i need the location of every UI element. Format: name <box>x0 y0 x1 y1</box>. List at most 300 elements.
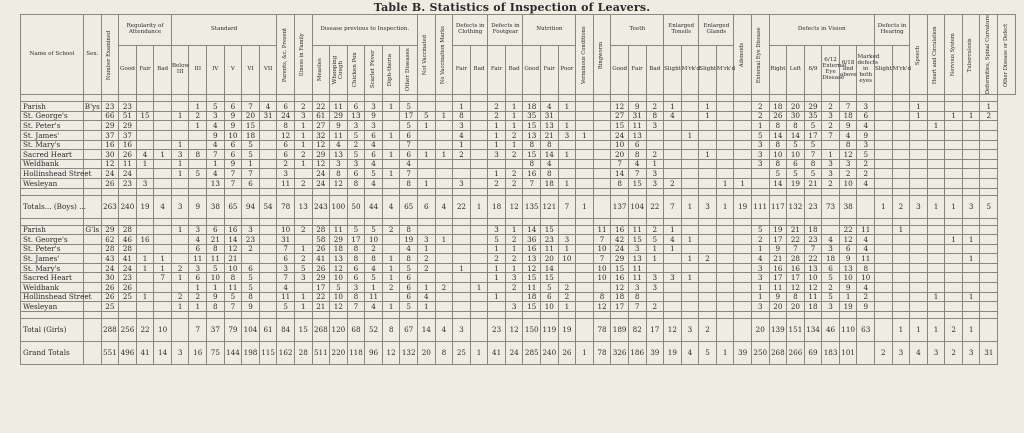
value-cell <box>312 188 330 195</box>
value-cell: 8 <box>541 169 559 179</box>
value-cell <box>681 111 699 121</box>
value-cell <box>259 159 277 169</box>
value-cell: 4 <box>751 254 769 264</box>
value-cell: 119 <box>541 318 559 341</box>
col-adenoids: Adenoids <box>734 15 752 95</box>
value-cell <box>576 283 594 293</box>
value-cell <box>962 121 980 131</box>
value-cell: 46 <box>822 318 840 341</box>
value-cell: 37 <box>119 130 137 140</box>
value-cell <box>734 254 752 264</box>
sex-cell <box>84 121 102 131</box>
value-cell: 1 <box>751 283 769 293</box>
value-cell <box>576 311 594 318</box>
value-cell: 73 <box>822 195 840 218</box>
value-cell: 9 <box>769 244 787 254</box>
value-cell <box>136 311 154 318</box>
value-cell <box>664 218 682 225</box>
value-cell: 6 <box>347 102 365 112</box>
value-cell: 23 <box>119 273 137 283</box>
value-cell: 11 <box>769 283 787 293</box>
col-heart: Heart and Circulation <box>927 15 945 95</box>
table-header <box>21 15 1016 95</box>
value-cell: 288 <box>101 318 119 341</box>
value-cell: 10 <box>330 273 348 283</box>
value-cell: 8 <box>523 159 541 169</box>
value-cell: 5 <box>769 169 787 179</box>
value-cell <box>470 292 488 302</box>
value-cell: 10 <box>154 318 172 341</box>
value-cell: 101 <box>839 341 857 364</box>
value-cell: 3 <box>857 140 875 150</box>
value-cell: 14 <box>541 263 559 273</box>
school-name <box>21 95 84 102</box>
value-cell <box>154 244 172 254</box>
value-cell <box>171 102 189 112</box>
value-cell: 1 <box>646 244 664 254</box>
value-cell <box>734 130 752 140</box>
value-cell: 6 <box>787 159 805 169</box>
value-cell <box>189 159 207 169</box>
value-cell <box>910 311 928 318</box>
sub-disease: Other Diseases <box>400 45 418 94</box>
value-cell: 26 <box>101 283 119 293</box>
value-cell: 29 <box>312 150 330 160</box>
value-cell: 7 <box>189 318 207 341</box>
value-cell: 66 <box>101 111 119 121</box>
value-cell: 189 <box>611 318 629 341</box>
header-row-top <box>21 15 1016 46</box>
value-cell: 18 <box>804 302 822 312</box>
value-cell: 1 <box>822 150 840 160</box>
value-cell <box>962 263 980 273</box>
value-cell <box>716 311 734 318</box>
school-name: St. James' <box>21 130 84 140</box>
value-cell: 14 <box>769 130 787 140</box>
value-cell <box>716 188 734 195</box>
value-cell <box>154 130 172 140</box>
value-cell <box>136 188 154 195</box>
value-cell: 5 <box>400 102 418 112</box>
value-cell <box>242 311 260 318</box>
value-cell: 11 <box>330 130 348 140</box>
value-cell <box>382 244 400 254</box>
value-cell <box>804 218 822 225</box>
value-cell: 15 <box>611 263 629 273</box>
value-cell <box>962 244 980 254</box>
col-no-vaccination-marks: No Vaccination Marks <box>435 15 453 95</box>
value-cell: 20 <box>417 341 435 364</box>
value-cell: 198 <box>242 341 260 364</box>
value-cell: 19 <box>664 341 682 364</box>
value-cell <box>962 283 980 293</box>
value-cell: 3 <box>558 130 576 140</box>
value-cell <box>417 159 435 169</box>
value-cell <box>259 121 277 131</box>
value-cell: 134 <box>804 318 822 341</box>
value-cell: 6 <box>224 140 242 150</box>
value-cell: 1 <box>453 263 471 273</box>
col-tuberculosis: Tuberculosis <box>962 15 980 95</box>
value-cell: 29 <box>611 254 629 264</box>
value-cell <box>488 218 506 225</box>
value-cell: 12 <box>101 159 119 169</box>
value-cell <box>892 302 910 312</box>
value-cell <box>699 169 717 179</box>
value-cell: 5 <box>857 150 875 160</box>
value-cell: 5 <box>751 130 769 140</box>
value-cell: 31 <box>980 341 998 364</box>
value-cell <box>593 159 611 169</box>
value-cell: 7 <box>664 195 682 218</box>
value-cell <box>716 218 734 225</box>
value-cell: 35 <box>523 111 541 121</box>
value-cell: 7 <box>400 169 418 179</box>
value-cell: 1 <box>417 244 435 254</box>
value-cell: 29 <box>330 235 348 245</box>
value-cell: 22 <box>312 102 330 112</box>
value-cell: 104 <box>628 195 646 218</box>
value-cell: 2 <box>488 111 506 121</box>
value-cell <box>699 95 717 102</box>
value-cell: 12 <box>839 150 857 160</box>
value-cell: 7 <box>207 150 225 160</box>
table-row <box>21 225 1016 235</box>
value-cell: 9 <box>769 292 787 302</box>
value-cell <box>716 318 734 341</box>
value-cell: 17 <box>646 318 664 341</box>
value-cell <box>927 150 945 160</box>
value-cell <box>646 95 664 102</box>
value-cell <box>910 159 928 169</box>
value-cell <box>980 140 998 150</box>
value-cell <box>259 140 277 150</box>
value-cell: 19 <box>839 302 857 312</box>
value-cell: 1 <box>207 159 225 169</box>
table-row <box>21 244 1016 254</box>
value-cell: 1 <box>488 273 506 283</box>
value-cell <box>435 130 453 140</box>
value-cell: 3 <box>488 150 506 160</box>
value-cell: 4 <box>839 130 857 140</box>
value-cell: 5 <box>787 169 805 179</box>
value-cell: 496 <box>119 341 137 364</box>
value-cell: 31 <box>259 111 277 121</box>
value-cell: 1 <box>664 225 682 235</box>
value-cell <box>576 235 594 245</box>
value-cell <box>611 311 629 318</box>
value-cell: 28 <box>787 254 805 264</box>
value-cell: 9 <box>224 121 242 131</box>
value-cell: 23 <box>488 318 506 341</box>
spacer-row <box>21 188 1016 195</box>
value-cell <box>576 140 594 150</box>
value-cell: 7 <box>224 302 242 312</box>
value-cell: 3 <box>294 111 312 121</box>
value-cell <box>171 130 189 140</box>
value-cell <box>119 218 137 225</box>
value-cell: 54 <box>259 195 277 218</box>
value-cell: 6 <box>822 263 840 273</box>
value-cell: 44 <box>365 195 383 218</box>
value-cell: 16 <box>189 341 207 364</box>
sub-teeth: Bad <box>646 45 664 94</box>
value-cell: 4 <box>664 235 682 245</box>
value-cell <box>593 218 611 225</box>
value-cell: 24 <box>277 111 295 121</box>
value-cell: 250 <box>751 341 769 364</box>
value-cell: 17 <box>611 302 629 312</box>
value-cell: 3 <box>453 121 471 131</box>
value-cell: 12 <box>330 302 348 312</box>
value-cell: 18 <box>541 178 559 188</box>
sub-tonsils: M'rk'd <box>681 45 699 94</box>
value-cell <box>136 95 154 102</box>
value-cell <box>716 159 734 169</box>
value-cell <box>734 302 752 312</box>
col-teeth: Teeth <box>611 15 664 46</box>
value-cell: 1 <box>417 302 435 312</box>
col-illness-in-family: Illness in Family <box>294 15 312 95</box>
value-cell <box>716 111 734 121</box>
value-cell: 5 <box>365 169 383 179</box>
value-cell: 22 <box>804 254 822 264</box>
table-row <box>21 273 1016 283</box>
value-cell: 1 <box>558 178 576 188</box>
value-cell: 1 <box>980 102 998 112</box>
value-cell <box>716 263 734 273</box>
value-cell: 3 <box>664 273 682 283</box>
value-cell <box>892 169 910 179</box>
value-cell <box>382 159 400 169</box>
table-row <box>21 283 1016 293</box>
value-cell: 15 <box>628 178 646 188</box>
value-cell <box>681 244 699 254</box>
value-cell: 10 <box>839 273 857 283</box>
value-cell: 4 <box>365 263 383 273</box>
value-cell <box>558 218 576 225</box>
value-cell <box>488 159 506 169</box>
value-cell: 8 <box>400 254 418 264</box>
value-cell: 2 <box>294 102 312 112</box>
value-cell: 2 <box>488 254 506 264</box>
value-cell: 2 <box>294 178 312 188</box>
value-cell: 2 <box>242 244 260 254</box>
value-cell: 5 <box>980 195 998 218</box>
value-cell: 2 <box>945 318 963 341</box>
value-cell: 25 <box>101 302 119 312</box>
value-cell <box>347 188 365 195</box>
value-cell: 8 <box>541 140 559 150</box>
value-cell <box>875 318 893 341</box>
value-cell <box>101 95 119 102</box>
value-cell: 13 <box>541 121 559 131</box>
value-cell <box>839 311 857 318</box>
value-cell <box>259 273 277 283</box>
value-cell <box>716 292 734 302</box>
value-cell <box>470 178 488 188</box>
value-cell: 3 <box>242 225 260 235</box>
header-row-sub <box>21 45 1016 94</box>
value-cell: 31 <box>628 111 646 121</box>
value-cell: 8 <box>400 178 418 188</box>
value-cell <box>470 95 488 102</box>
value-cell: 12 <box>312 140 330 150</box>
value-cell <box>242 218 260 225</box>
value-cell <box>681 102 699 112</box>
value-cell: 4 <box>400 244 418 254</box>
value-cell <box>294 218 312 225</box>
value-cell: 8 <box>347 292 365 302</box>
value-cell: 1 <box>382 302 400 312</box>
value-cell: 137 <box>611 195 629 218</box>
value-cell: 8 <box>347 244 365 254</box>
value-cell: 1 <box>892 225 910 235</box>
value-cell <box>892 150 910 160</box>
value-cell: 18 <box>769 102 787 112</box>
value-cell <box>294 283 312 293</box>
value-cell: 7 <box>277 273 295 283</box>
sub-clothing: Bad <box>470 45 488 94</box>
value-cell <box>558 188 576 195</box>
value-cell <box>453 159 471 169</box>
value-cell <box>470 121 488 131</box>
value-cell <box>488 311 506 318</box>
value-cell: 41 <box>312 254 330 264</box>
value-cell: 2 <box>664 178 682 188</box>
value-cell: 1 <box>927 121 945 131</box>
value-cell: 9 <box>189 195 207 218</box>
value-cell: 3 <box>857 102 875 112</box>
value-cell <box>347 311 365 318</box>
value-cell: 12 <box>382 341 400 364</box>
value-cell <box>189 130 207 140</box>
value-cell <box>382 188 400 195</box>
value-cell: 2 <box>875 341 893 364</box>
value-cell: 13 <box>330 254 348 264</box>
value-cell: 1 <box>171 302 189 312</box>
value-cell: 19 <box>769 225 787 235</box>
value-cell <box>875 188 893 195</box>
value-cell <box>980 263 998 273</box>
value-cell <box>417 169 435 179</box>
value-cell: 10 <box>558 254 576 264</box>
value-cell <box>453 254 471 264</box>
value-cell: 1 <box>189 102 207 112</box>
sex-cell <box>84 254 102 264</box>
value-cell: 22 <box>136 318 154 341</box>
school-name: St. Mary's <box>21 140 84 150</box>
value-cell: 2 <box>857 159 875 169</box>
value-cell: 4 <box>857 244 875 254</box>
value-cell: 1 <box>189 283 207 293</box>
value-cell <box>523 218 541 225</box>
col-not-vaccinated: Not Vaccinated <box>417 15 435 95</box>
value-cell: 2 <box>505 254 523 264</box>
value-cell <box>734 318 752 341</box>
sub-standard: V <box>224 45 242 94</box>
value-cell <box>980 302 998 312</box>
sex-cell <box>84 263 102 273</box>
sub-footgear: Bad <box>505 45 523 94</box>
value-cell <box>171 244 189 254</box>
value-cell: 17 <box>787 273 805 283</box>
col-verminous: Verminous Conditions <box>576 15 594 95</box>
value-cell: 7 <box>154 273 172 283</box>
value-cell: 22 <box>312 292 330 302</box>
value-cell: 1 <box>171 273 189 283</box>
table-row <box>21 159 1016 169</box>
value-cell: 4 <box>857 283 875 293</box>
value-cell <box>962 302 980 312</box>
value-cell <box>154 140 172 150</box>
value-cell <box>734 169 752 179</box>
value-cell: 2 <box>505 178 523 188</box>
value-cell: 12 <box>523 263 541 273</box>
value-cell: 1 <box>294 121 312 131</box>
value-cell <box>699 263 717 273</box>
value-cell: 9 <box>330 121 348 131</box>
value-cell: 8 <box>189 150 207 160</box>
sex-cell <box>84 244 102 254</box>
value-cell: 2 <box>277 159 295 169</box>
value-cell: 6 <box>224 102 242 112</box>
value-cell: 4 <box>857 121 875 131</box>
value-cell: 4 <box>207 121 225 131</box>
value-cell: 1 <box>664 244 682 254</box>
sub-clothing: Fair <box>453 45 471 94</box>
value-cell: 63 <box>857 318 875 341</box>
value-cell <box>734 292 752 302</box>
value-cell: 1 <box>382 102 400 112</box>
value-cell <box>400 218 418 225</box>
value-cell <box>277 188 295 195</box>
value-cell: 8 <box>400 225 418 235</box>
value-cell: 3 <box>171 150 189 160</box>
value-cell: 1 <box>576 341 594 364</box>
value-cell: 3 <box>488 225 506 235</box>
value-cell: 3 <box>171 341 189 364</box>
value-cell <box>136 130 154 140</box>
table-row <box>21 130 1016 140</box>
value-cell <box>804 311 822 318</box>
value-cell <box>154 225 172 235</box>
value-cell: 6 <box>400 130 418 140</box>
value-cell <box>980 283 998 293</box>
value-cell <box>189 218 207 225</box>
value-cell <box>382 218 400 225</box>
sub-nutrition: Fair <box>541 45 559 94</box>
table-row <box>21 102 1016 112</box>
sex-cell <box>84 283 102 293</box>
value-cell: 6 <box>400 150 418 160</box>
value-cell: 1 <box>171 169 189 179</box>
value-cell: 1 <box>488 169 506 179</box>
value-cell <box>470 302 488 312</box>
value-cell <box>787 218 805 225</box>
value-cell <box>259 302 277 312</box>
value-cell <box>910 178 928 188</box>
value-cell <box>927 188 945 195</box>
value-cell: 12 <box>224 244 242 254</box>
value-cell: 1 <box>470 195 488 218</box>
value-cell <box>699 292 717 302</box>
value-cell <box>945 95 963 102</box>
value-cell: 11 <box>593 225 611 235</box>
value-cell <box>470 244 488 254</box>
value-cell: 266 <box>787 341 805 364</box>
value-cell <box>453 302 471 312</box>
